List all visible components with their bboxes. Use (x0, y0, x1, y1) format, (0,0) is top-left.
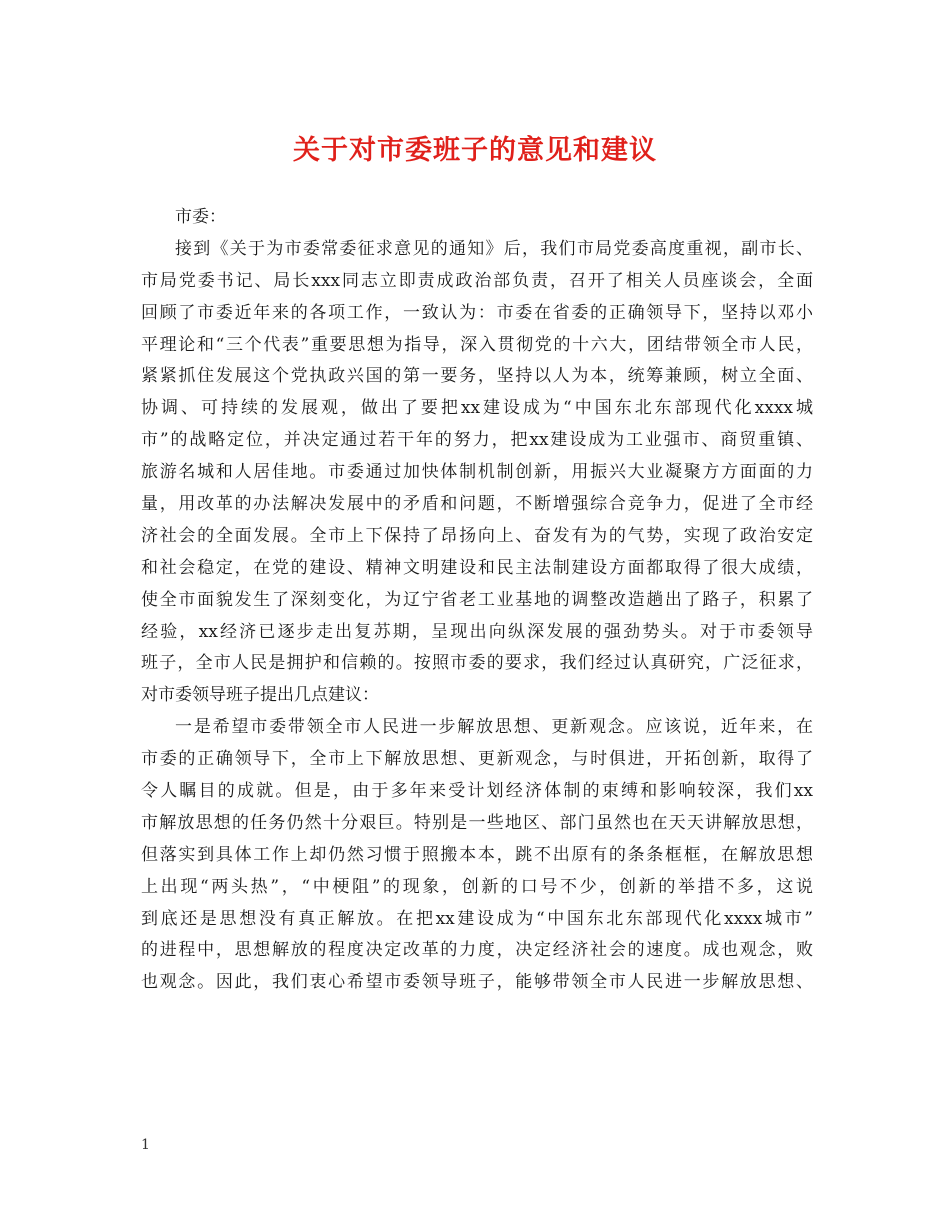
text-line: 接到《关于为市委常委征求意见的通知》后，我们市局党委高度重视，副市长、 (175, 238, 813, 259)
text-line: 市局党委书记、局长xxx同志立即责成政治部负责，召开了相关人员座谈会，全面 (141, 270, 813, 291)
text-line: 济社会的全面发展。全市上下保持了昂扬向上、奋发有为的气势，实现了政治安定 (141, 525, 813, 546)
text-line: 使全市面貌发生了深刻变化，为辽宁省老工业基地的调整改造趟出了路子，积累了 (141, 589, 813, 610)
text-line: 经验，xx经济已逐步走出复苏期，呈现出向纵深发展的强劲势头。对于市委领导 (141, 621, 813, 642)
document-title: 关于对市委班子的意见和建议 (293, 135, 657, 166)
text-line: 到底还是思想没有真正解放。在把xx建设成为“中国东北东部现代化xxxx城市” (141, 908, 813, 929)
text-line: 市解放思想的任务仍然十分艰巨。特别是一些地区、部门虽然也在天天讲解放思想， (141, 812, 813, 833)
text-line: 市委的正确领导下，全市上下解放思想、更新观念，与时俱进，开拓创新，取得了 (141, 749, 813, 770)
text-line: 回顾了市委近年来的各项工作，一致认为：市委在省委的正确领导下，坚持以邓小 (141, 302, 813, 323)
text-line: 但落实到具体工作上却仍然习惯于照搬本本，跳不出原有的条条框框，在解放思想 (141, 844, 813, 865)
text-line: 对市委领导班子提出几点建议： (141, 685, 379, 706)
text-line: 上出现“两头热”，“中梗阻”的现象，创新的口号不少，创新的举措不多，这说 (141, 876, 813, 897)
document-body (141, 202, 813, 999)
text-line: 量，用改革的办法解决发展中的矛盾和问题，不断增强综合竞争力，促进了全市经 (141, 494, 813, 515)
text-line: 市”的战略定位，并决定通过若干年的努力，把xx建设成为工业强市、商贸重镇、 (141, 430, 813, 451)
text-line: 也观念。因此，我们衷心希望市委领导班子，能够带领全市人民进一步解放思想、 (141, 972, 813, 993)
text-line: 平理论和“三个代表”重要思想为指导，深入贯彻党的十六大，团结带领全市人民， (141, 334, 813, 355)
text-line: 一是希望市委带领全市人民进一步解放思想、更新观念。应该说，近年来，在 (175, 717, 813, 738)
text-line: 的进程中，思想解放的程度决定改革的力度，决定经济社会的速度。成也观念，败 (141, 940, 813, 961)
text-line: 紧紧抓住发展这个党执政兴国的第一要务，坚持以人为本，统筹兼顾，树立全面、 (141, 366, 813, 387)
text-line: 旅游名城和人居佳地。市委通过加快体制机制创新，用振兴大业凝聚方方面面的力 (141, 462, 813, 483)
page-number: 1 (141, 1137, 150, 1153)
text-line: 和社会稳定，在党的建设、精神文明建设和民主法制建设方面都取得了很大成绩， (141, 557, 813, 578)
text-line: 协调、可持续的发展观，做出了要把xx建设成为“中国东北东部现代化xxxx城 (141, 398, 813, 419)
text-line: 令人瞩目的成就。但是，由于多年来受计划经济体制的束缚和影响较深，我们xx (141, 781, 813, 802)
text-line: 班子，全市人民是拥护和信赖的。按照市委的要求，我们经过认真研究，广泛征求， (141, 653, 813, 674)
text-line: 市委： (175, 207, 226, 227)
